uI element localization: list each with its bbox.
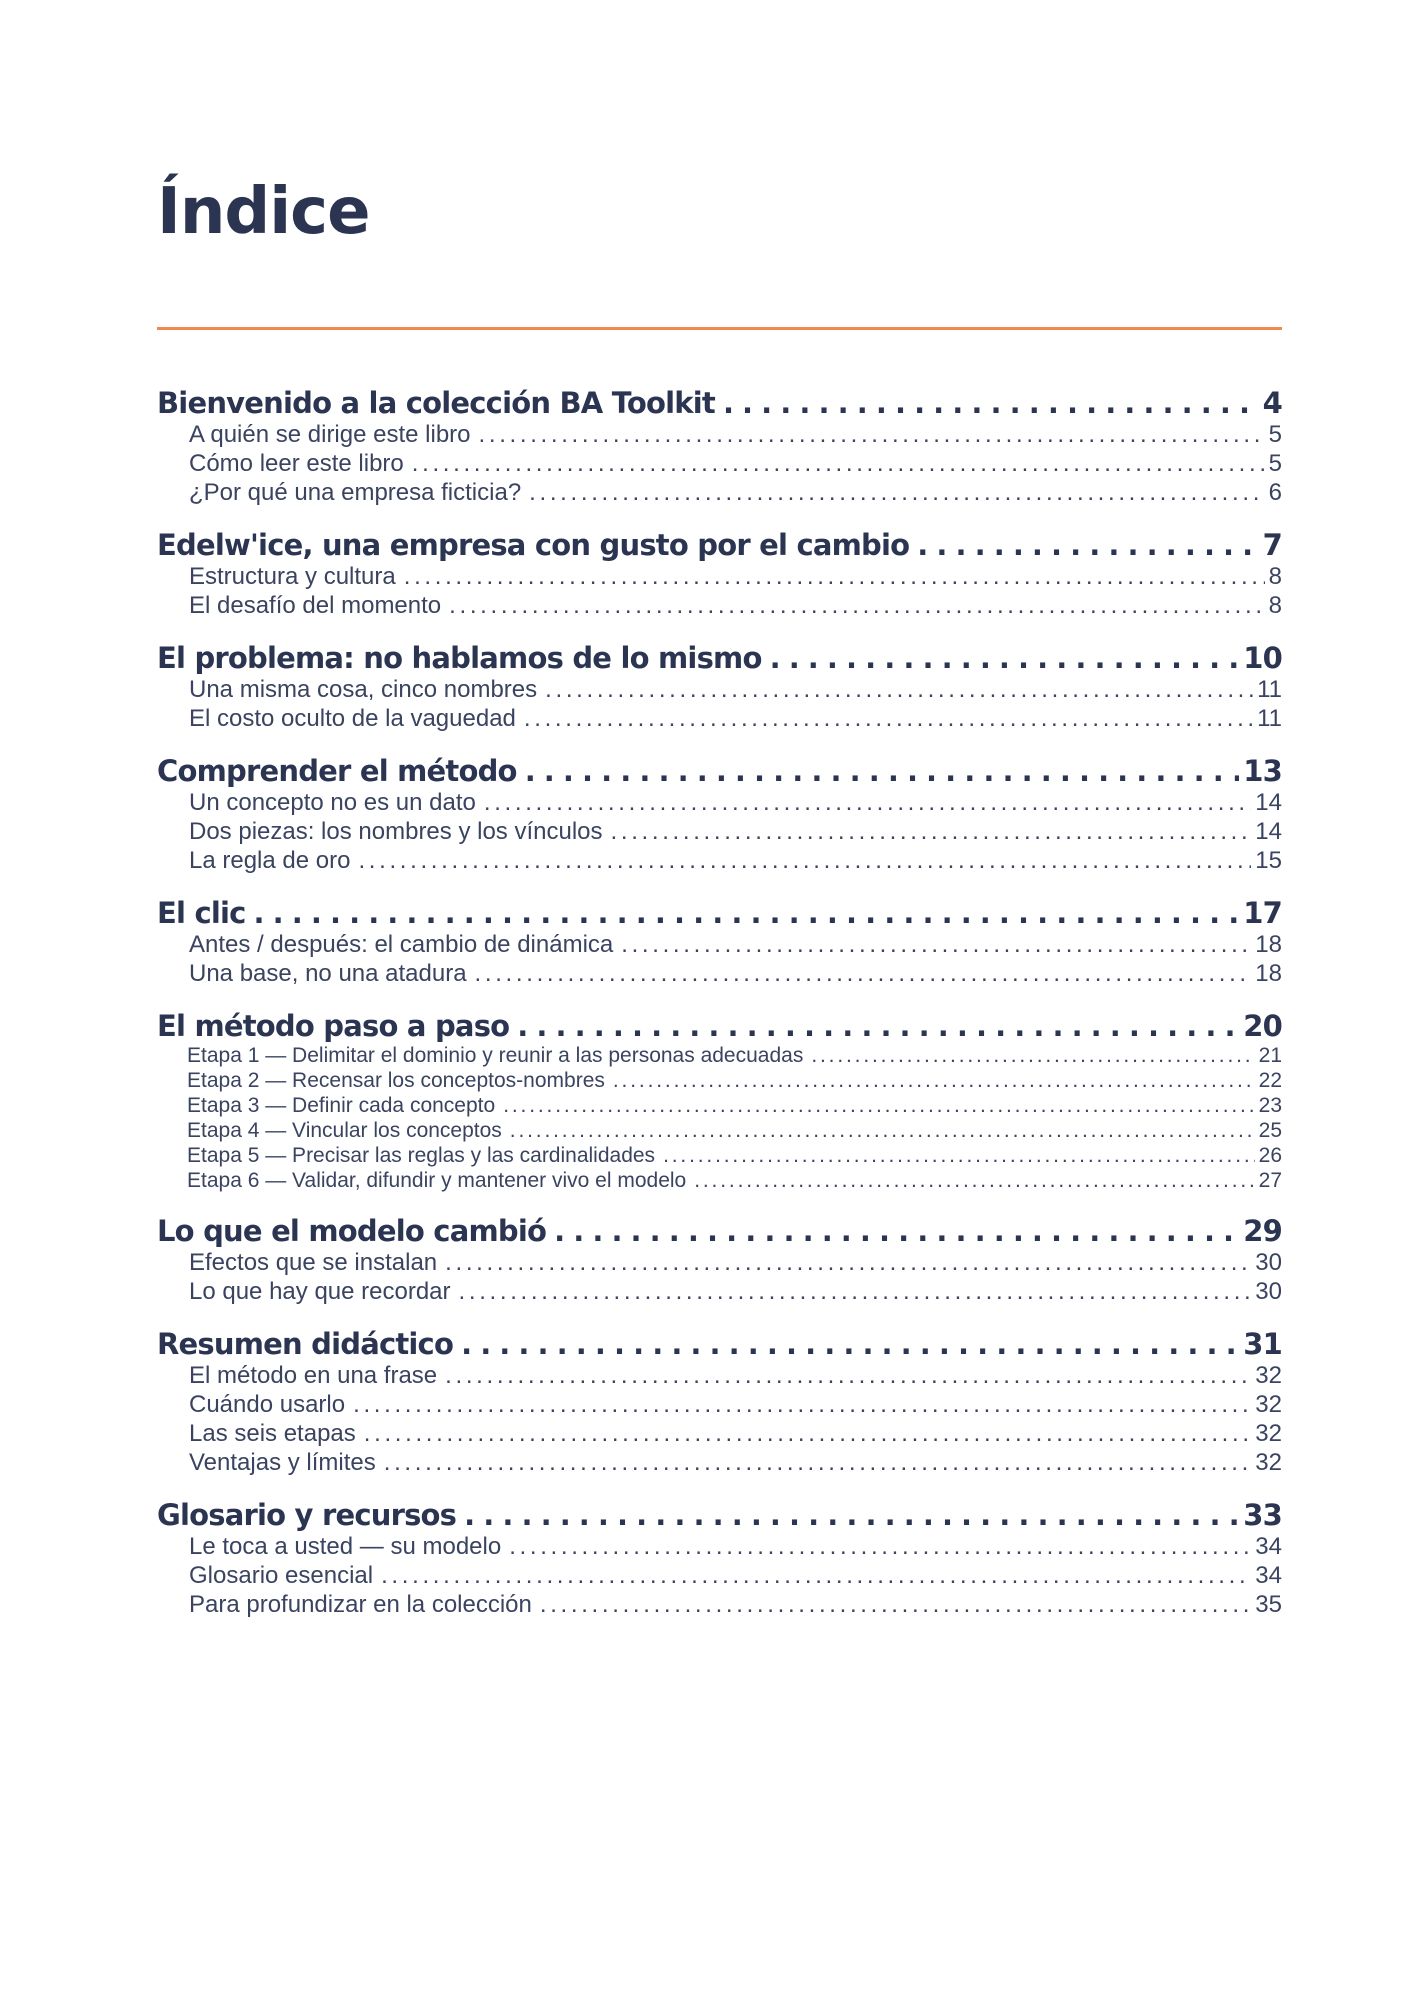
dot-leader [461, 1327, 1239, 1361]
toc-subsection-entry[interactable] [157, 1248, 1282, 1277]
toc-subsection-entry[interactable] [157, 930, 1282, 959]
dot-leader [529, 478, 1264, 507]
toc-subsection-entry-page-number: 22 [1258, 1069, 1282, 1092]
toc-subsection-entry-title: Para profundizar en la colección [189, 1591, 532, 1618]
dot-leader [611, 817, 1252, 846]
toc-chapter-entry-page-number: 17 [1243, 896, 1282, 930]
dot-leader [364, 1419, 1252, 1448]
dot-leader [509, 1532, 1251, 1561]
toc-chapter-entry[interactable] [157, 528, 1282, 562]
dot-leader [545, 675, 1253, 704]
toc-subsection-entry-page-number: 18 [1255, 960, 1282, 987]
toc-subsection-entry-title: Cuándo usarlo [189, 1391, 346, 1418]
toc-chapter-entry[interactable] [157, 641, 1282, 675]
section-gap [157, 507, 1282, 528]
dot-leader [479, 420, 1265, 449]
dot-leader [475, 959, 1252, 988]
dot-leader [503, 1093, 1254, 1118]
table-of-contents [157, 386, 1282, 1619]
dot-leader [464, 1498, 1239, 1532]
toc-subsection-entry-title: Efectos que se instalan [189, 1249, 438, 1276]
toc-chapter-entry-title: El método paso a paso [157, 1009, 510, 1043]
toc-chapter-entry-title: Comprender el método [157, 754, 517, 788]
toc-subsection-entry-page-number: 23 [1258, 1094, 1282, 1117]
toc-subsection-entry-page-number: 11 [1257, 676, 1282, 703]
section-gap [157, 1306, 1282, 1327]
toc-chapter-entry-page-number: 4 [1262, 386, 1282, 420]
toc-subsection-entry[interactable] [157, 1143, 1282, 1168]
dot-leader [384, 1448, 1252, 1477]
toc-chapter-entry[interactable] [157, 386, 1282, 420]
toc-subsection-entry-page-number: 14 [1255, 789, 1282, 816]
toc-subsection-entry-page-number: 18 [1255, 931, 1282, 958]
toc-subsection-entry-page-number: 35 [1255, 1591, 1282, 1618]
toc-subsection-entry-page-number: 27 [1258, 1169, 1282, 1192]
toc-subsection-entry[interactable] [157, 591, 1282, 620]
toc-subsection-entry-page-number: 11 [1257, 705, 1282, 732]
toc-subsection-entry[interactable] [157, 1390, 1282, 1419]
toc-subsection-entry-title: Etapa 3 — Definir cada concepto [187, 1094, 496, 1117]
toc-subsection-entry-page-number: 25 [1258, 1119, 1282, 1142]
toc-subsection-entry[interactable] [157, 846, 1282, 875]
toc-section [157, 1498, 1282, 1619]
toc-subsection-entry-title: Etapa 6 — Validar, difundir y mantener vivo el modelo [187, 1169, 687, 1192]
dot-leader [445, 1361, 1251, 1390]
toc-subsection-entry[interactable] [157, 478, 1282, 507]
toc-chapter-entry-title: Glosario y recursos [157, 1498, 457, 1532]
toc-subsection-entry-title: Antes / después: el cambio de dinámica [189, 931, 614, 958]
toc-subsection-entry-title: Ventajas y límites [189, 1449, 376, 1476]
toc-subsection-entry-page-number: 32 [1255, 1391, 1282, 1418]
toc-subsection-entry-title: Las seis etapas [189, 1420, 356, 1447]
toc-subsection-entry[interactable] [157, 817, 1282, 846]
toc-subsection-entry-page-number: 14 [1255, 818, 1282, 845]
toc-subsection-entry[interactable] [157, 675, 1282, 704]
toc-subsection-entry[interactable] [157, 959, 1282, 988]
toc-section [157, 528, 1282, 620]
dot-leader [525, 754, 1240, 788]
toc-subsection-entry[interactable] [157, 420, 1282, 449]
toc-chapter-entry[interactable] [157, 1327, 1282, 1361]
toc-chapter-entry-page-number: 33 [1243, 1498, 1282, 1532]
toc-subsection-entry-title: Etapa 4 — Vincular los conceptos [187, 1119, 502, 1142]
dot-leader [449, 591, 1265, 620]
toc-chapter-entry-title: Resumen didáctico [157, 1327, 454, 1361]
dot-leader [621, 930, 1251, 959]
toc-subsection-entry-page-number: 6 [1268, 479, 1282, 506]
toc-subsection-entry-title: Dos piezas: los nombres y los vínculos [189, 818, 603, 845]
toc-subsection-entry-title: Le toca a usted — su modelo [189, 1533, 502, 1560]
dot-leader [445, 1248, 1251, 1277]
toc-subsection-entry[interactable] [157, 704, 1282, 733]
toc-subsection-entry-title: Glosario esencial [189, 1562, 374, 1589]
toc-subsection-entry[interactable] [157, 1532, 1282, 1561]
dot-leader [254, 896, 1240, 930]
toc-subsection-entry-page-number: 5 [1268, 421, 1282, 448]
title-divider [157, 327, 1282, 330]
toc-chapter-entry-page-number: 29 [1243, 1214, 1282, 1248]
toc-section [157, 641, 1282, 733]
section-gap [157, 988, 1282, 1009]
section-gap [157, 620, 1282, 641]
toc-chapter-entry-page-number: 31 [1243, 1327, 1282, 1361]
toc-section [157, 896, 1282, 988]
dot-leader [510, 1118, 1255, 1143]
toc-subsection-entry-page-number: 8 [1268, 563, 1282, 590]
toc-section [157, 1327, 1282, 1477]
toc-subsection-entry-page-number: 30 [1255, 1249, 1282, 1276]
toc-subsection-entry-title: Etapa 5 — Precisar las reglas y las cardinalidades [187, 1144, 656, 1167]
dot-leader [412, 449, 1265, 478]
toc-subsection-entry-title: El costo oculto de la vaguedad [189, 705, 516, 732]
dot-leader [694, 1168, 1254, 1193]
toc-section [157, 1214, 1282, 1306]
toc-subsection-entry[interactable] [157, 1043, 1282, 1068]
dot-leader [524, 704, 1253, 733]
toc-chapter-entry[interactable] [157, 754, 1282, 788]
toc-subsection-entry[interactable] [157, 1168, 1282, 1193]
toc-subsection-entry-title: El desafío del momento [189, 592, 442, 619]
toc-subsection-entry-title: Etapa 1 — Delimitar el dominio y reunir a las personas adecuadas [187, 1044, 804, 1067]
toc-subsection-entry-title: Estructura y cultura [189, 563, 396, 590]
toc-subsection-entry[interactable] [157, 1419, 1282, 1448]
toc-subsection-entry-page-number: 5 [1268, 450, 1282, 477]
toc-subsection-entry[interactable] [157, 1561, 1282, 1590]
toc-subsection-entry-title: Etapa 2 — Recensar los conceptos-nombres [187, 1069, 605, 1092]
toc-subsection-entry[interactable] [157, 1277, 1282, 1306]
dot-leader [613, 1068, 1255, 1093]
toc-subsection-entry-page-number: 8 [1268, 592, 1282, 619]
toc-subsection-entry-page-number: 32 [1255, 1449, 1282, 1476]
section-gap [157, 733, 1282, 754]
toc-subsection-entry-title: ¿Por qué una empresa ficticia? [189, 479, 522, 506]
toc-subsection-entry[interactable] [157, 1590, 1282, 1619]
toc-chapter-entry-page-number: 13 [1243, 754, 1282, 788]
toc-subsection-entry-title: Una misma cosa, cinco nombres [189, 676, 538, 703]
toc-chapter-entry-title: Edelw'ice, una empresa con gusto por el cambio [157, 528, 910, 562]
toc-subsection-entry[interactable] [157, 1361, 1282, 1390]
toc-subsection-entry-page-number: 30 [1255, 1278, 1282, 1305]
toc-chapter-entry[interactable] [157, 1498, 1282, 1532]
dot-leader [663, 1143, 1255, 1168]
dot-leader [358, 846, 1251, 875]
toc-subsection-entry-title: El método en una frase [189, 1362, 438, 1389]
toc-subsection-entry[interactable] [157, 562, 1282, 591]
toc-subsection-entry[interactable] [157, 1093, 1282, 1118]
toc-chapter-entry[interactable] [157, 1009, 1282, 1043]
dot-leader [353, 1390, 1251, 1419]
dot-leader [917, 528, 1258, 562]
section-gap [157, 1477, 1282, 1498]
toc-section [157, 386, 1282, 507]
toc-subsection-entry[interactable] [157, 788, 1282, 817]
toc-chapter-entry-title: El problema: no hablamos de lo mismo [157, 641, 762, 675]
toc-subsection-entry-page-number: 34 [1255, 1562, 1282, 1589]
dot-leader [459, 1277, 1252, 1306]
toc-chapter-entry-page-number: 10 [1243, 641, 1282, 675]
toc-section [157, 754, 1282, 875]
page-title: Índice [157, 175, 370, 249]
dot-leader [770, 641, 1240, 675]
dot-leader [811, 1043, 1254, 1068]
toc-subsection-entry[interactable] [157, 449, 1282, 478]
dot-leader [723, 386, 1259, 420]
toc-chapter-entry-title: Bienvenido a la colección BA Toolkit [157, 386, 715, 420]
toc-subsection-entry-page-number: 34 [1255, 1533, 1282, 1560]
toc-subsection-entry-page-number: 26 [1258, 1144, 1282, 1167]
toc-section [157, 1009, 1282, 1193]
toc-subsection-entry-title: Un concepto no es un dato [189, 789, 476, 816]
section-gap [157, 1193, 1282, 1214]
toc-subsection-entry-title: Una base, no una atadura [189, 960, 467, 987]
toc-subsection-entry-title: La regla de oro [189, 847, 351, 874]
dot-leader [554, 1214, 1239, 1248]
toc-chapter-entry-page-number: 20 [1243, 1009, 1282, 1043]
toc-chapter-entry-title: El clic [157, 896, 246, 930]
dot-leader [540, 1590, 1251, 1619]
dot-leader [484, 788, 1251, 817]
toc-subsection-entry-page-number: 15 [1255, 847, 1282, 874]
toc-subsection-entry[interactable] [157, 1068, 1282, 1093]
toc-subsection-entry-title: Cómo leer este libro [189, 450, 404, 477]
toc-subsection-entry-page-number: 32 [1255, 1362, 1282, 1389]
dot-leader [517, 1009, 1239, 1043]
toc-chapter-entry-page-number: 7 [1262, 528, 1282, 562]
dot-leader [404, 562, 1265, 591]
toc-subsection-entry-title: Lo que hay que recordar [189, 1278, 451, 1305]
toc-chapter-entry-title: Lo que el modelo cambió [157, 1214, 547, 1248]
toc-subsection-entry[interactable] [157, 1118, 1282, 1143]
toc-chapter-entry[interactable] [157, 896, 1282, 930]
toc-subsection-entry-title: A quién se dirige este libro [189, 421, 471, 448]
toc-subsection-entry-page-number: 32 [1255, 1420, 1282, 1447]
section-gap [157, 875, 1282, 896]
toc-subsection-entry[interactable] [157, 1448, 1282, 1477]
dot-leader [381, 1561, 1251, 1590]
toc-chapter-entry[interactable] [157, 1214, 1282, 1248]
toc-subsection-entry-page-number: 21 [1258, 1044, 1282, 1067]
